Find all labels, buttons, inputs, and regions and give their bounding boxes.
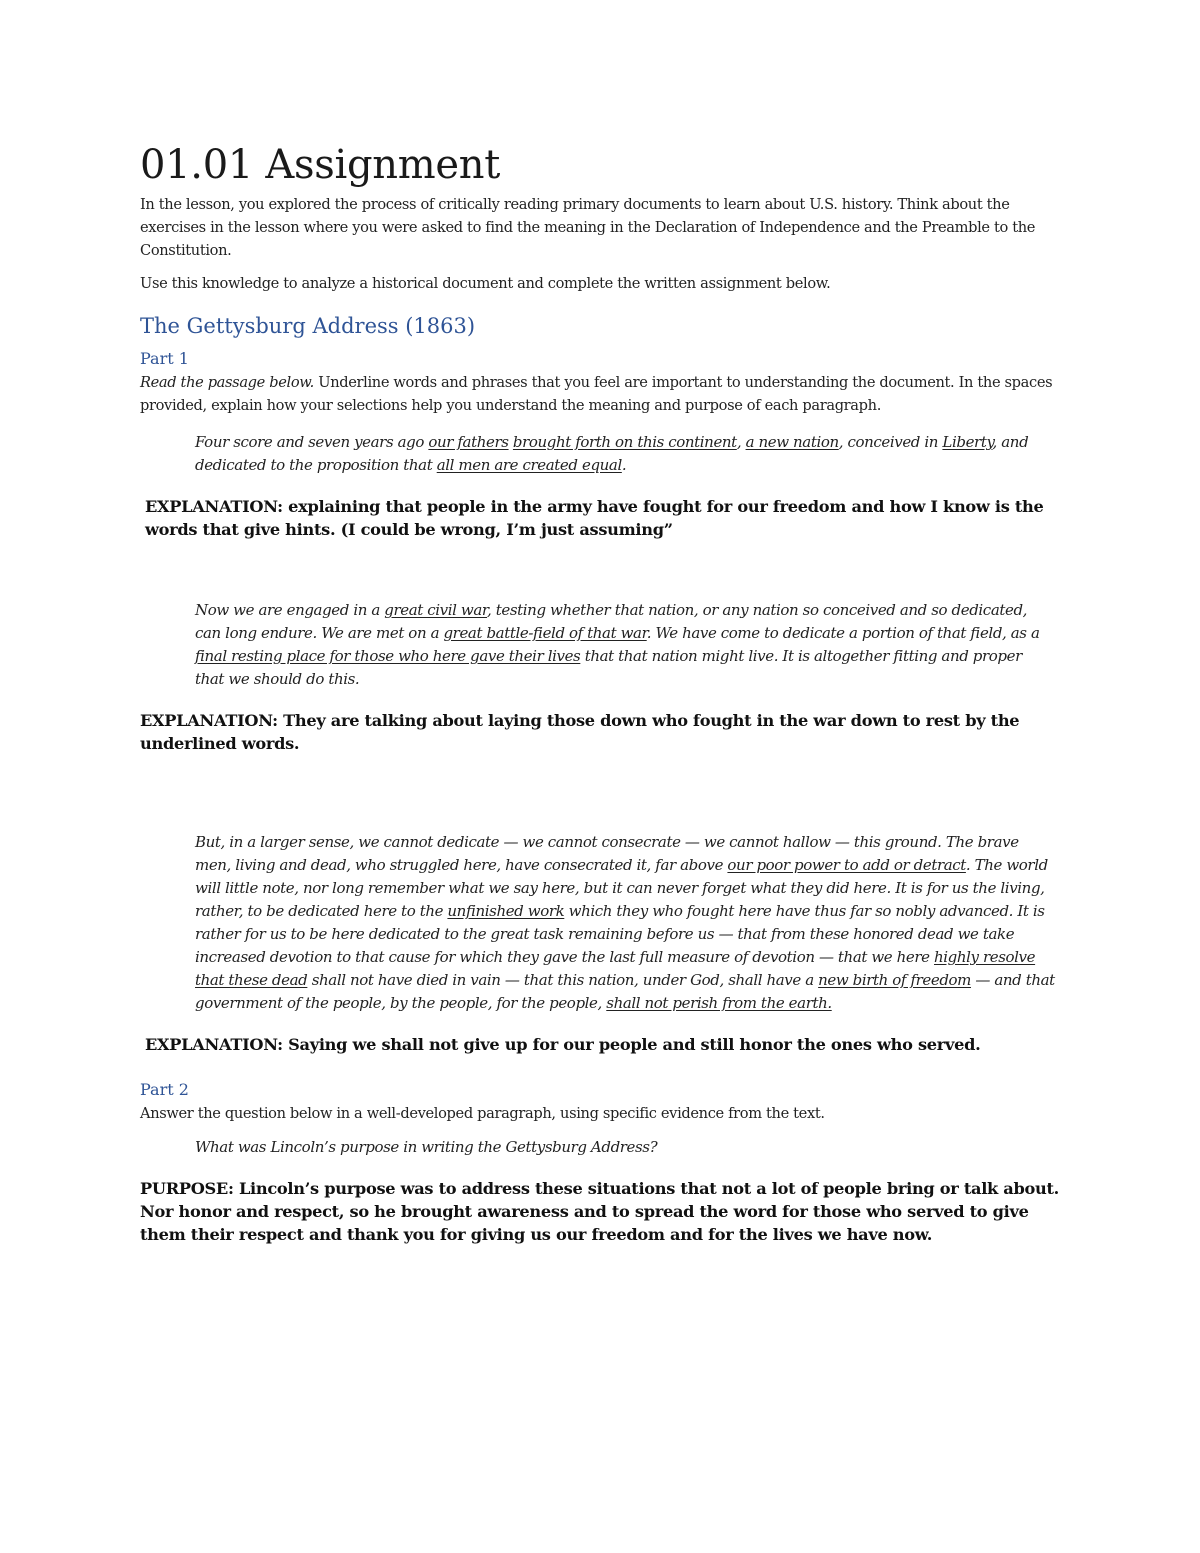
underlined-phrase: Liberty — [942, 433, 993, 451]
passage-text: . — [621, 456, 627, 474]
underlined-phrase: all men are created equal — [436, 456, 622, 474]
part1-heading: Part 1 — [140, 349, 189, 368]
passage-text: . The world will little note, nor long remember what we say here, but it can never forget what they did here. It is for us the living, rather, to be dedicated here to the — [195, 856, 1048, 920]
section-title: The Gettysburg Address (1863) — [140, 314, 476, 338]
passage-text: — and that government of the people, by the people, for the people, — [195, 971, 1055, 1012]
passage-text: , and dedicated to the proposition that — [195, 433, 1029, 474]
underlined-phrase: our fathers — [428, 433, 509, 451]
passage-3 — [195, 831, 1055, 1015]
passage-2 — [195, 599, 1055, 691]
underlined-phrase: a new nation — [745, 433, 839, 451]
passage-1 — [195, 431, 1055, 477]
underlined-phrase: highly resolve that these dead — [195, 948, 1036, 989]
underlined-phrase: unfinished work — [447, 902, 565, 920]
passage-text: , — [736, 433, 746, 451]
underlined-phrase: shall not perish from the earth. — [606, 994, 832, 1012]
passage-text: , testing whether that nation, or any nation so conceived and so dedicated, can long endure. We are met on a — [195, 601, 1028, 642]
document-content — [140, 140, 1060, 1246]
passage-text: , conceived in — [838, 433, 943, 451]
purpose-answer: PURPOSE: Lincoln’s purpose was to address these situations that not a lot of people bring or talk about. Nor honor and respect, so he brought awareness and to spread the word for those who served to give them their respect and thank you for giving us our freedom and for the lives we have now. — [140, 1179, 1059, 1244]
underlined-phrase: our poor power to add or detract — [727, 856, 966, 874]
intro-paragraph: In the lesson, you explored the process of critically reading primary documents to learn about U.S. history. Think about the exercises in the lesson where you were asked to find the meaning in the Declaration of Independence and the Preamble to the Constitution. — [140, 196, 1036, 259]
passage-text: Four score and seven years ago — [195, 433, 429, 451]
part2-heading: Part 2 — [140, 1080, 189, 1099]
part2-instructions: Answer the question below in a well-developed paragraph, using specific evidence from the text. — [140, 1105, 825, 1122]
explanation-2: EXPLANATION: They are talking about laying those down who fought in the war down to rest by the underlined words. — [140, 711, 1020, 753]
page-title: 01.01 Assignment — [140, 142, 500, 188]
passage-text: that that nation might live. It is altogether fitting and proper that we should do this. — [195, 647, 1022, 688]
passage-text: But, in a larger sense, we cannot dedicate — we cannot consecrate — we cannot hallow — this ground. The brave men, living and dead, who struggled here, have consecrated it, far above — [195, 833, 1019, 874]
part1-instruction-text: Underline words and phrases that you feel are important to understanding the document. In the spaces provided, explain how your selections help you understand the meaning and purpose of each paragraph. — [140, 374, 1053, 414]
underlined-phrase: final resting place for those who here gave their lives — [195, 647, 581, 665]
underlined-phrase: great civil war — [384, 601, 488, 619]
explanation-1: EXPLANATION: explaining that people in the army have fought for our freedom and how I know is the words that give hints. (I could be wrong, I’m just assuming” — [145, 497, 1044, 539]
passage-text: . We have come to dedicate a portion of that field, as a — [646, 624, 1040, 642]
passage-text: shall not have died in vain — that this nation, under God, shall have a — [307, 971, 819, 989]
passage-text: which they who fought here have thus far so nobly advanced. It is rather for us to be here dedicated to the great task remaining before us — that from these honored dead we take increased devotion to that cause for which they gave the last full measure of devotion — that we here — [195, 902, 1045, 966]
underlined-phrase: new birth of freedom — [818, 971, 971, 989]
part2-question: What was Lincoln’s purpose in writing the Gettysburg Address? — [195, 1138, 658, 1156]
underlined-phrase: brought forth on this continent — [512, 433, 737, 451]
part1-instruction-italic: Read the passage below. — [140, 374, 314, 391]
part1-instructions — [140, 371, 1060, 417]
underlined-phrase: great battle-field of that war — [443, 624, 647, 642]
passage-text: Now we are engaged in a — [195, 601, 385, 619]
intro-paragraph-2: Use this knowledge to analyze a historical document and complete the written assignment below. — [140, 275, 831, 292]
explanation-3: EXPLANATION: Saying we shall not give up for our people and still honor the ones who served. — [145, 1035, 981, 1054]
